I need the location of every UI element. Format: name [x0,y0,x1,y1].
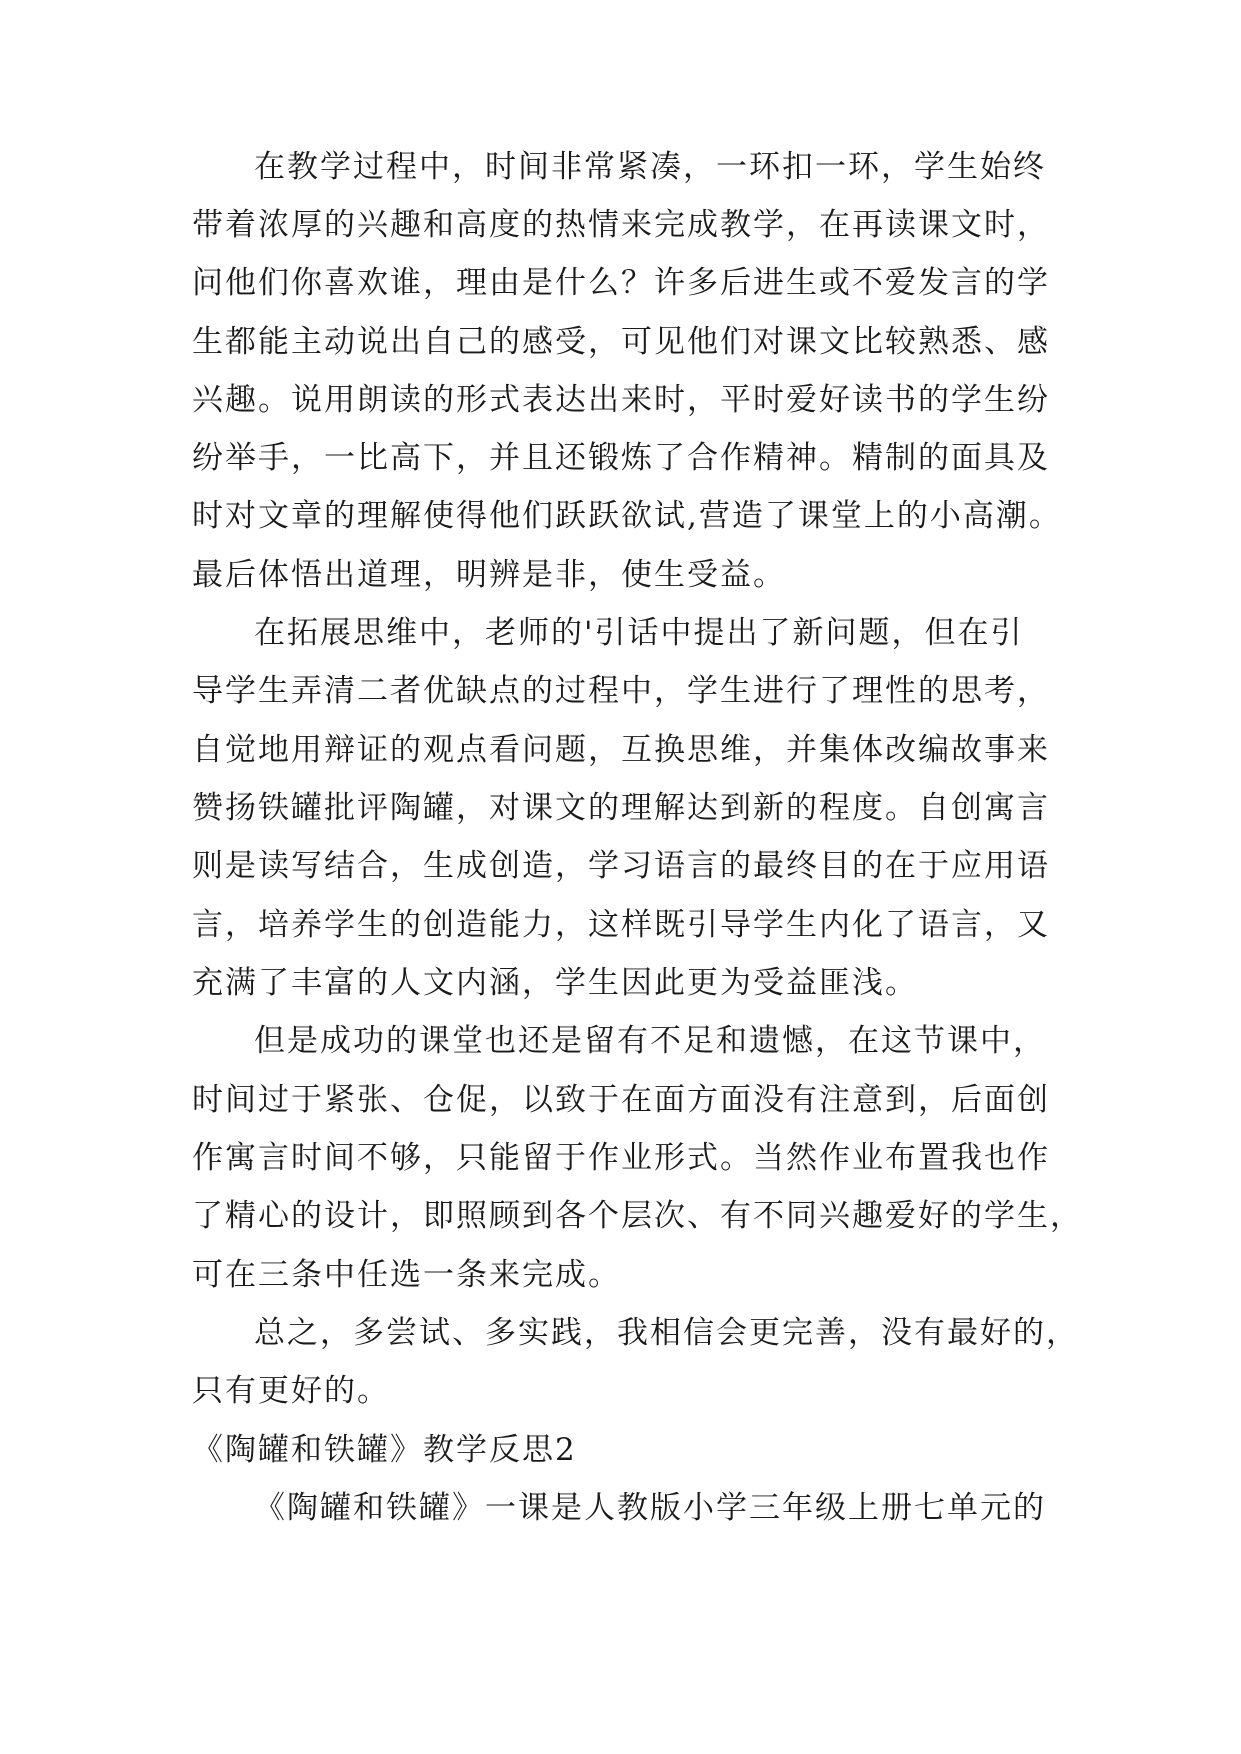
paragraph-2-line: 赞扬铁罐批评陶罐，对课文的理解达到新的程度。自创寓言 [192,790,1050,826]
paragraph-2-line: 则是读写结合，生成创造，学习语言的最终目的在于应用语 [192,848,1050,884]
paragraph-1-line: 带着浓厚的兴趣和高度的热情来完成教学，在再读课文时， [192,207,1050,243]
paragraph-2-line: 充满了丰富的人文内涵，学生因此更为受益匪浅。 [192,965,918,1001]
paragraph-1-line: 时对文章的理解使得他们跃跃欲试,营造了课堂上的小高潮。 [192,498,1062,534]
paragraph-5-line: 《陶罐和铁罐》一课是人教版小学三年级上册七单元的 [254,1490,1046,1526]
paragraph-1-line: 纷举手，一比高下，并且还锻炼了合作精神。精制的面具及 [192,440,1050,476]
paragraph-1-line: 在教学过程中，时间非常紧凑，一环扣一环，学生始终 [254,149,1046,185]
paragraph-2-line: 言，培养学生的创造能力，这样既引导学生内化了语言，又 [192,907,1050,943]
paragraph-3-line: 但是成功的课堂也还是留有不足和遗憾，在这节课中， [254,1023,1046,1059]
paragraph-3-line: 了精心的设计，即照顾到各个层次、有不同兴趣爱好的学生， [192,1198,1083,1234]
paragraph-1-line: 问他们你喜欢谁，理由是什么？许多后进生或不爱发言的学 [192,265,1050,301]
paragraph-1-line: 兴趣。说用朗读的形式表达出来时，平时爱好读书的学生纷 [192,382,1050,418]
paragraph-3-line: 作寓言时间不够，只能留于作业形式。当然作业布置我也作 [192,1140,1050,1176]
paragraph-1-line: 最后体悟出道理，明辨是非，使生受益。 [192,557,786,593]
paragraph-4-line: 只有更好的。 [192,1373,390,1409]
paragraph-2-line: 导学生弄清二者优缺点的过程中，学生进行了理性的思考， [192,673,1050,709]
paragraph-2-line: 自觉地用辩证的观点看问题，互换思维，并集体改编故事来 [192,732,1050,768]
paragraph-4-line: 总之，多尝试、多实践，我相信会更完善，没有最好的， [254,1315,1079,1351]
paragraph-2-line: 在拓展思维中，老师的'引话中提出了新问题，但在引 [254,615,1024,651]
section-heading: 《陶罐和铁罐》教学反思2 [192,1432,577,1468]
paragraph-1-line: 生都能主动说出自己的感受，可见他们对课文比较熟悉、感 [192,324,1050,360]
paragraph-3-line: 时间过于紧张、仓促，以致于在面方面没有注意到，后面创 [192,1082,1050,1118]
paragraph-3-line: 可在三条中任选一条来完成。 [192,1257,621,1293]
